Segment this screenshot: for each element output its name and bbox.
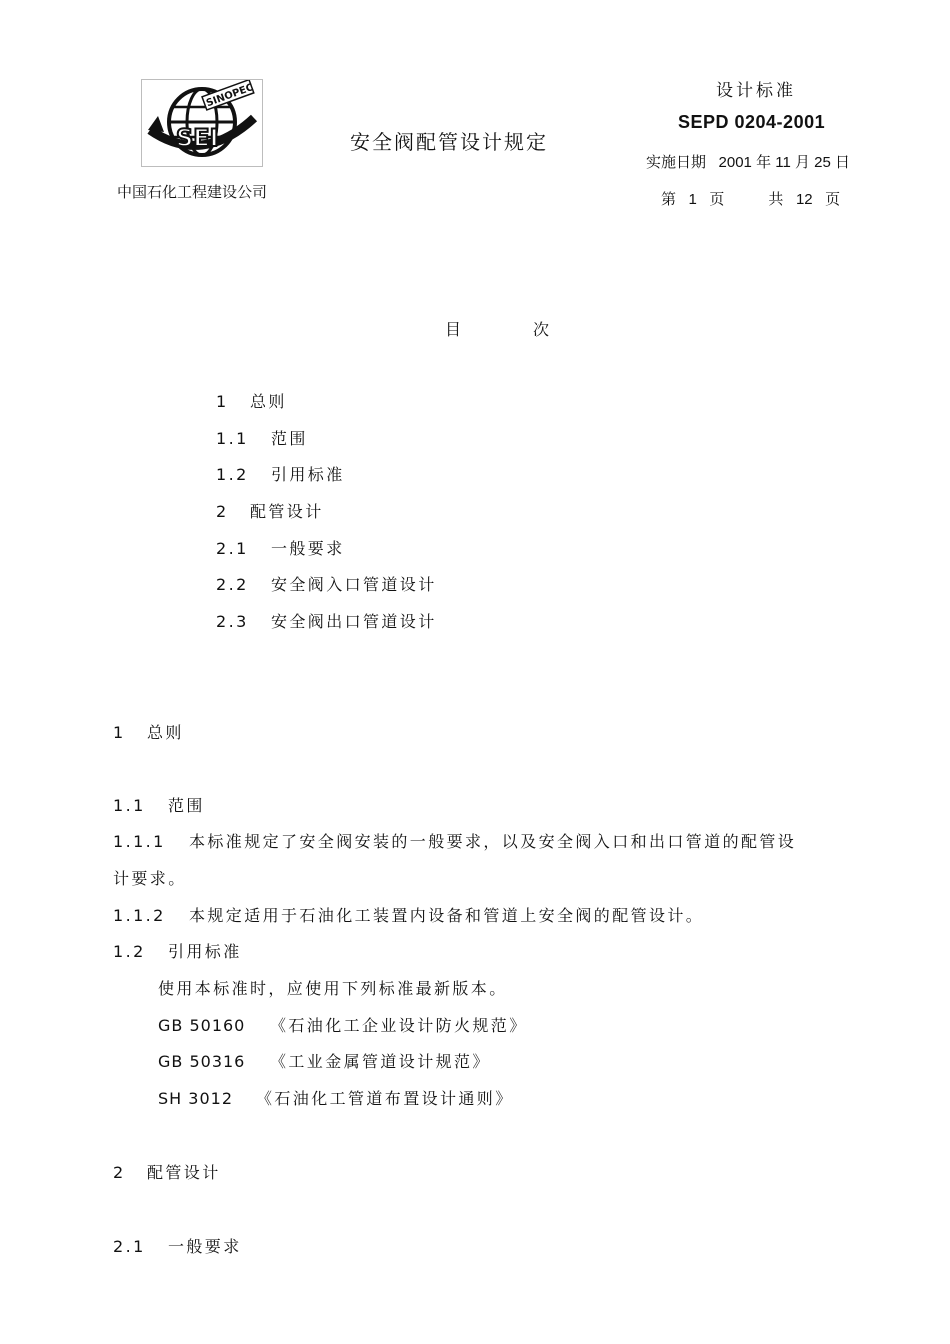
toc-item[interactable]: [216, 389, 287, 412]
page-label-2: 页: [709, 191, 725, 208]
toc-item[interactable]: [216, 462, 345, 485]
page-info: [661, 188, 840, 209]
toc-item-text: 安全阀出口管道设计: [271, 612, 437, 631]
toc-item-text: 配管设计: [250, 502, 324, 521]
reference-code: GB 50160: [158, 1016, 246, 1035]
toc-item-text: 总则: [250, 392, 287, 411]
section-text: 引用标准: [168, 942, 242, 961]
toc-item[interactable]: [216, 426, 308, 449]
clause-text: 本规定适用于石油化工装置内设备和管道上安全阀的配管设计。: [189, 906, 705, 925]
standard-label: 设计标准: [716, 81, 796, 101]
total-label-2: 页: [825, 191, 841, 208]
paragraph-1-1-1-cont: 计要求。: [113, 869, 187, 888]
toc-item-num: 1: [216, 392, 229, 411]
clause-num: 1.1.2: [113, 906, 166, 925]
toc-item-text: 范围: [271, 429, 308, 448]
toc-item[interactable]: [216, 572, 437, 595]
standard-code: SEPD 0204-2001: [678, 112, 826, 132]
reference-item: [158, 1049, 491, 1072]
reference-item: [158, 1013, 528, 1036]
page-number: 1: [688, 191, 697, 208]
section-text: 范围: [168, 796, 205, 815]
svg-text:SINOPEC: SINOPEC: [204, 82, 256, 110]
section-num: 2: [113, 1163, 126, 1182]
reference-intro: 使用本标准时，应使用下列标准最新版本。: [158, 979, 508, 998]
clause-num: 1.1.1: [113, 832, 166, 851]
section-text: 总则: [147, 723, 184, 742]
reference-title: 《石油化工管道布置设计通则》: [256, 1089, 514, 1108]
section-text: 配管设计: [147, 1163, 221, 1182]
toc-item-num: 1.1: [216, 429, 249, 448]
toc-item-num: 2.2: [216, 575, 249, 594]
clause-text: 本标准规定了安全阀安装的一般要求，以及安全阀入口和出口管道的配管设: [189, 832, 797, 851]
toc-item-num: 1.2: [216, 465, 249, 484]
section-text: 一般要求: [168, 1237, 242, 1256]
toc-item-num: 2: [216, 502, 229, 521]
svg-text:SEI: SEI: [176, 124, 219, 152]
section-num: 1: [113, 723, 126, 742]
toc-title-1: 目: [445, 320, 462, 339]
implementation-date: [646, 151, 850, 172]
globe-logo-icon: [142, 80, 262, 166]
company-logo: [141, 79, 263, 167]
paragraph-1-1-2: [113, 903, 704, 926]
reference-item: [158, 1086, 514, 1109]
toc-title-2: 次: [533, 320, 550, 339]
reference-code: GB 50316: [158, 1052, 246, 1071]
toc-title: [445, 317, 549, 340]
section-heading: [113, 1160, 221, 1183]
toc-item-num: 2.3: [216, 612, 249, 631]
subsection-heading: [113, 1234, 242, 1257]
reference-title: 《工业金属管道设计规范》: [270, 1052, 491, 1071]
section-num: 2.1: [113, 1237, 146, 1256]
toc-item[interactable]: [216, 609, 437, 632]
page-label-1: 第: [661, 191, 677, 208]
toc-item-num: 2.1: [216, 539, 249, 558]
total-label: 共: [768, 191, 784, 208]
reference-code: SH 3012: [158, 1089, 233, 1108]
toc-item[interactable]: [216, 499, 324, 522]
section-num: 1.2: [113, 942, 146, 961]
toc-item-text: 引用标准: [271, 465, 345, 484]
total-pages: 12: [795, 191, 813, 208]
document-title: 安全阀配管设计规定: [350, 130, 548, 154]
impl-date: 2001 年 11 月 25 日: [718, 154, 850, 171]
impl-label: 实施日期: [646, 154, 707, 171]
toc-item[interactable]: [216, 536, 345, 559]
company-name: 中国石化工程建设公司: [117, 184, 268, 201]
paragraph-1-1-1: [113, 829, 796, 852]
subsection-heading: [113, 793, 205, 816]
toc-item-text: 一般要求: [271, 539, 345, 558]
subsection-heading: [113, 939, 242, 962]
toc-item-text: 安全阀入口管道设计: [271, 575, 437, 594]
section-heading: [113, 720, 184, 743]
section-num: 1.1: [113, 796, 146, 815]
reference-title: 《石油化工企业设计防火规范》: [270, 1016, 528, 1035]
